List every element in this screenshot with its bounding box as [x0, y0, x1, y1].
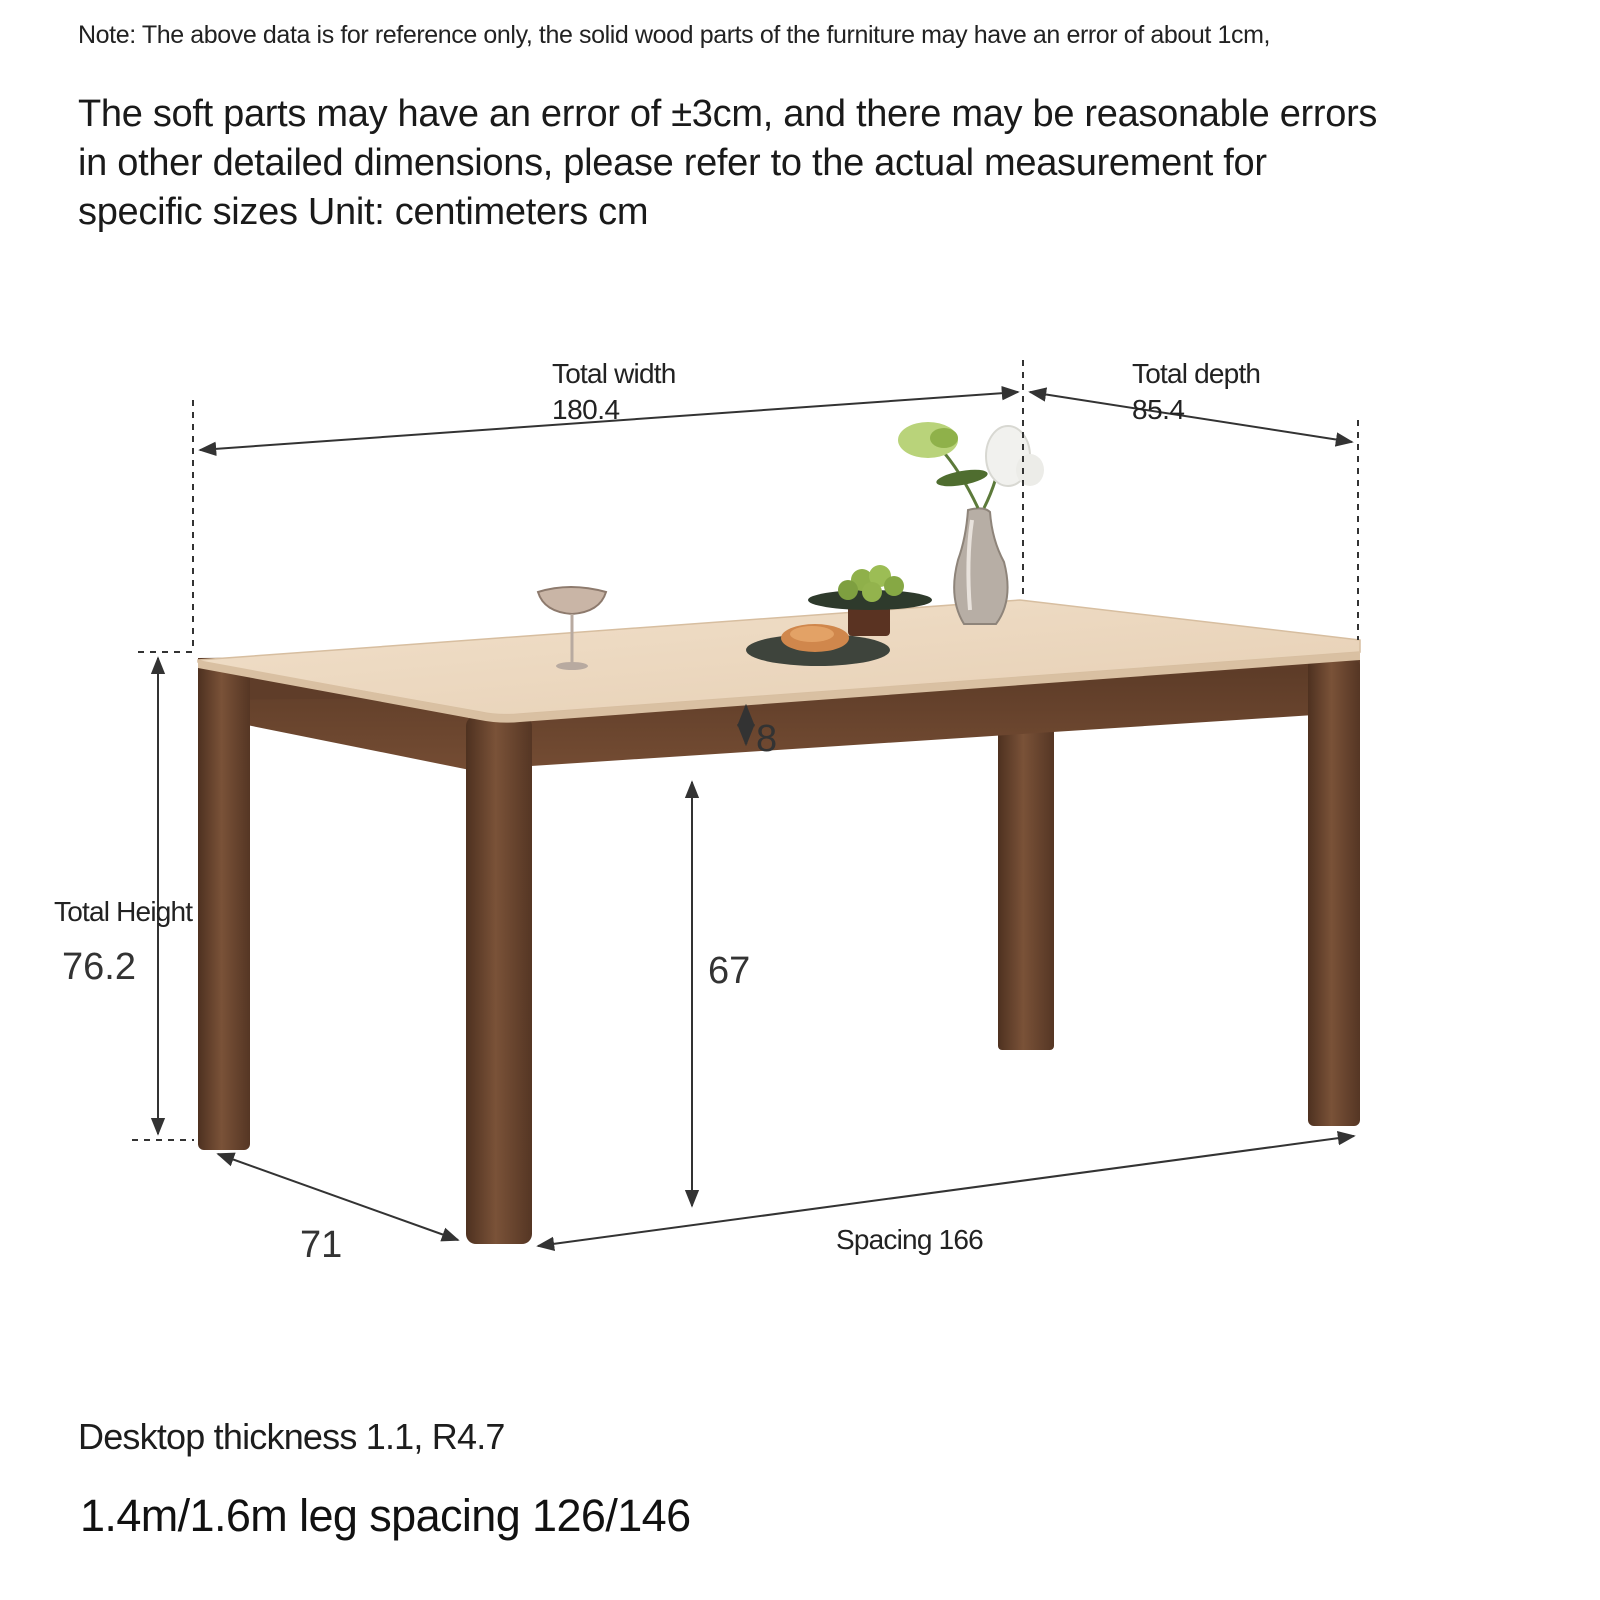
total-depth-value: 85.4: [1132, 394, 1185, 425]
back-right-leg: [998, 722, 1054, 1050]
depth-dimension: [1030, 392, 1358, 640]
front-corner-leg: [466, 716, 532, 1244]
total-depth-label: Total depth: [1132, 358, 1261, 389]
total-width-value: 180.4: [552, 394, 620, 425]
leg-spacing-variants-note: 1.4m/1.6m leg spacing 126/146: [80, 1490, 691, 1541]
tolerance-note: The soft parts may have an error of ±3cm, and there may be reasonable errors in other detailed dimensions, please refer to the actual measurement for specific sizes Unit: centimeters cm: [78, 93, 1378, 233]
total-height-value: 76.2: [62, 946, 136, 988]
desktop-thickness-note: Desktop thickness 1.1, R4.7: [78, 1416, 505, 1457]
leg-spacing-label: Spacing 166: [836, 1224, 983, 1255]
right-front-leg: [1308, 660, 1360, 1126]
clearance-height-value: 67: [708, 950, 751, 992]
total-height-label: Total Height: [54, 896, 193, 927]
reference-note: Note: The above data is for reference only, the solid wood parts of the furniture may have an error of about 1cm,: [78, 21, 1271, 49]
total-width-label: Total width: [552, 358, 676, 389]
apron-height-value: 8: [756, 718, 778, 760]
leg-depth-spacing-value: 71: [300, 1224, 343, 1266]
left-rear-leg: [198, 662, 250, 1150]
